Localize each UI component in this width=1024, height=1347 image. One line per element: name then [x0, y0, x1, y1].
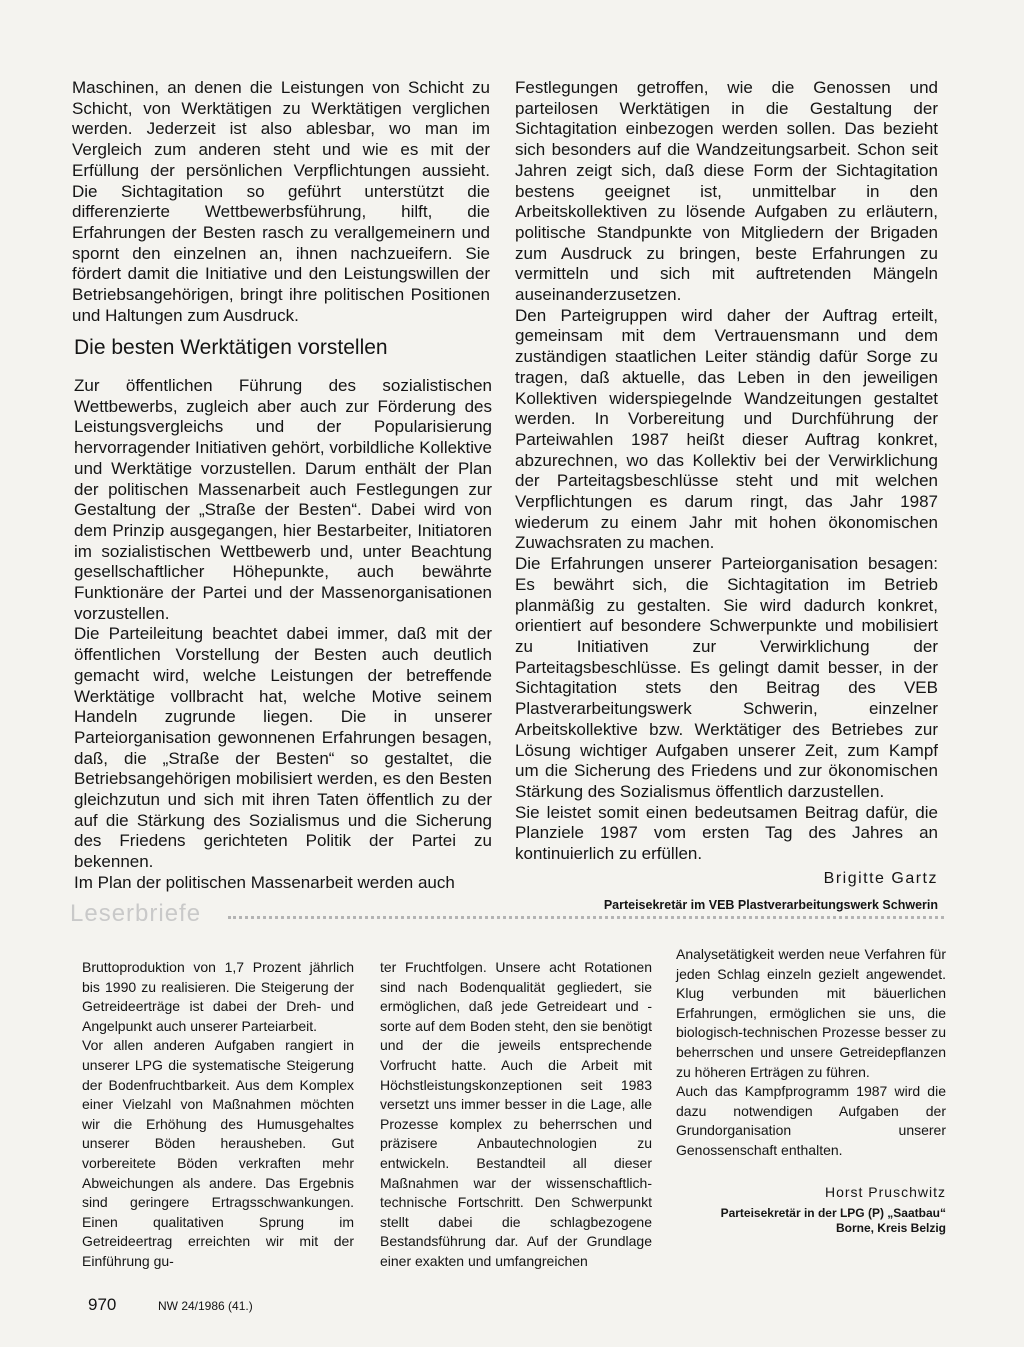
- letter-author-location: Borne, Kreis Belzig: [835, 1221, 946, 1236]
- letter-paragraph: ter Fruchtfolgen. Unsere acht Rotationen sind nach Bodenqualität gegliedert, sie ermöglichen, daß jede Getreideart und -sorte auf dem Boden steht, den sie benötigt und der die jeweils entsprechende Vorfrucht hatte. Auch die Arbeit mit Höchstleistungskonzeptionen seit 1983 versetzt uns immer besser in die Lage, alle Prozesse komplex zu beherrschen und präzisere Anbautechnologien zu entwickeln. Bestandteil all dieser Maßnahmen war der wissenschaftlich-technische Fortschritt. Den Schwerpunkt stellt dabei die schlagbezogene Bestandsführung dar. Auf der Grundlage einer exakten und umfangreichen: [380, 959, 652, 1269]
- page-number: 970: [88, 1295, 117, 1314]
- article-paragraph: Maschinen, an denen die Leistungen von Schicht zu Schicht, von Werktätigen zu Werktätigen verglichen werden. Jederzeit ist also ablesbar, wo man im Vergleich zum anderen steht und wie es mit der Erfüllung der persönlichen Verpflichtungen aussieht. Die Sichtagitation so geführt unterstützt die differenzierte Wettbewerbsführung, hilft, die Erfahrungen der Besten rasch zu verallgemeinern und spornt den einzelnen an, ihnen nachzueifern. Sie fördert damit die Initiative und den Leistungswillen der Betriebsangehörigen, bringt ihre politischen Positionen und Haltungen zum Ausdruck.: [72, 78, 490, 325]
- letter-column-1: [82, 958, 354, 1272]
- article-paragraph: Festlegungen getroffen, wie die Genossen und parteilosen Werktätigen in die Gestaltung der Sichtagitation einbezogen werden sollen. Das bezieht sich besonders auf die Wandzeitungsarbeit. Schon seit Jahren zeigt sich, daß diese Form der Sichtagitation bestens geeignet ist, unmittelbar in den Arbeitskollektiven zu lösende Aufgaben zu erläutern, politische Standpunkte von Mitgliedern der Brigaden zum Ausdruck zu bringen, beste Erfahrungen zu vermitteln und sich mit auftretenden Mängeln auseinanderzusetzen.: [515, 78, 938, 305]
- section-label-leserbriefe: Leserbriefe: [70, 900, 202, 927]
- article-column-left-lower: [74, 376, 492, 894]
- article-paragraph: Sie leistet somit einen bedeutsamen Beitrag dafür, die Planziele 1987 vom ersten Tag des Jahres an kontinuierlich zu erfüllen.: [515, 802, 938, 864]
- letter-column-2: [380, 958, 652, 1272]
- article-paragraph: Die Erfahrungen unserer Parteiorganisation besagen: Es bewährt sich, die Sichtagitation im Betrieb planmäßig zu gestalten. Sie wird dadurch konkret, orientiert auf besondere Schwerpunkte und mobilisiert zu Initiativen zur Verwirklichung der Parteitagsbeschlüsse. Es gelingt damit besser, in der Sichtagitation stets den Beitrag des VEB Plastverarbeitungswerk Schwerin, einzelner Arbeitskollektive bzw. Werktätiger des Betriebes zur Lösung wichtiger Aufgaben unserer Zeit, zum Kampf um die Sicherung des Friedens und zur ökonomischen Stärkung des Sozialismus öffentlich darzustellen.: [515, 554, 938, 801]
- article-column-left: [72, 78, 490, 326]
- article-paragraph: Die Parteileitung beachtet dabei immer, daß mit der öffentlichen Vorstellung der Besten auch deutlich gemacht wird, welche Leistungen der betreffende Werktätige vollbracht hat, welche Motive seinem Handeln zugrunde liegen. Die in unserer Parteiorganisation gewonnenen Erfahrungen besagen, daß, die „Straße der Besten“ so gestaltet, die Betriebsangehörigen mobilisiert werden, es den Besten gleichzutun und sich mit ihren Taten öffentlich zu der auf die Stärkung des Sozialismus und die Sicherung des Friedens gerichteten Politik der Partei zu bekennen.: [74, 624, 492, 872]
- section-divider: [228, 916, 944, 919]
- letter-author-role: Parteisekretär in der LPG (P) „Saatbau“: [720, 1206, 946, 1221]
- letter-paragraph: Analysetätigkeit werden neue Verfahren für jeden Schlag einzeln gezielt angewendet. Klug verbunden mit bäuerlichen Erfahrungen, ermöglichen sie uns, die biologisch-technischen Prozesse besser zu beherrschen und unsere Getreidepflanzen zu höheren Erträgen zu führen.: [676, 946, 946, 1080]
- article-column-right: [515, 78, 938, 916]
- article-paragraph: Den Parteigruppen wird daher der Auftrag erteilt, gemeinsam mit dem Vertrauensmann und dem zuständigen staatlichen Leiter ständig dafür Sorge zu tragen, daß aktuelle, das Leben in den jeweiligen Kollektiven widerspiegelnde Wandzeitungen gestaltet werden. In Vorbereitung und Durchführung der Parteiwahlen 1987 heißt dieser Auftrag konkret, abzurechnen, wo das Kollektiv bei der Verwirklichung der Parteitagsbeschlüsse steht und mit welchen Verpflichtungen es darum ringt, das Jahr 1987 wiederum zu einem Jahr mit hohen ökonomischen Zuwachsraten zu machen.: [515, 305, 938, 553]
- article-paragraph: Zur öffentlichen Führung des sozialistischen Wettbewerbs, zugleich aber auch zur Förderung des Leistungsvergleichs und der Popularisierung hervorragender Initiativen gehört, vorbildliche Kollektive und Werktätige vorzustellen. Darum enthält der Plan der politischen Massenarbeit auch Festlegungen zur Gestaltung der „Straße der Besten“. Dabei wird von dem Prinzip ausgegangen, hier Bestarbeiter, Initiatoren im sozialistischen Wettbewerb und, unter Beachtung gesellschaftlicher Höhepunkte, auch bewährte Funktionäre der Partei und der Massenorganisationen vorzustellen.: [74, 376, 492, 623]
- article-paragraph: Im Plan der politischen Massenarbeit werden auch: [74, 872, 455, 892]
- letter-paragraph: Auch das Kampfprogramm 1987 wird die dazu notwendigen Aufgaben der Grundorganisation unserer Genossenschaft enthalten.: [676, 1083, 946, 1158]
- letter-paragraph: Bruttoproduktion von 1,7 Prozent jährlich bis 1990 zu realisieren. Die Steigerung der Getreideerträge ist dabei der Dreh- und Angelpunkt auch unserer Parteiarbeit.: [82, 959, 354, 1034]
- letter-column-3: [676, 945, 946, 1236]
- letter-paragraph: Vor allen anderen Aufgaben rangiert in unserer LPG die systematische Steigerung der Bodenfruchtbarkeit. Aus dem Komplex einer Vielzahl von Maßnahmen möchten wir die Erhöhung des Humusgehaltes unserer Böden herausheben. Gut vorbereitete Böden verkraften mehr Abweichungen als andere. Das Ergebnis sind geringere Ertragsschwankungen. Einen qualitativen Sprung im Getreideertrag erreichten wir mit der Einführung gu-: [82, 1037, 354, 1269]
- author-role: Parteisekretär im VEB Plastverarbeitungswerk Schwerin: [603, 898, 938, 913]
- author-name: Brigitte Gartz: [823, 869, 938, 887]
- issue-label: NW 24/1986 (41.): [158, 1299, 253, 1313]
- section-heading: Die besten Werktätigen vorstellen: [74, 336, 388, 359]
- letter-author-name: Horst Pruschwitz: [824, 1183, 946, 1200]
